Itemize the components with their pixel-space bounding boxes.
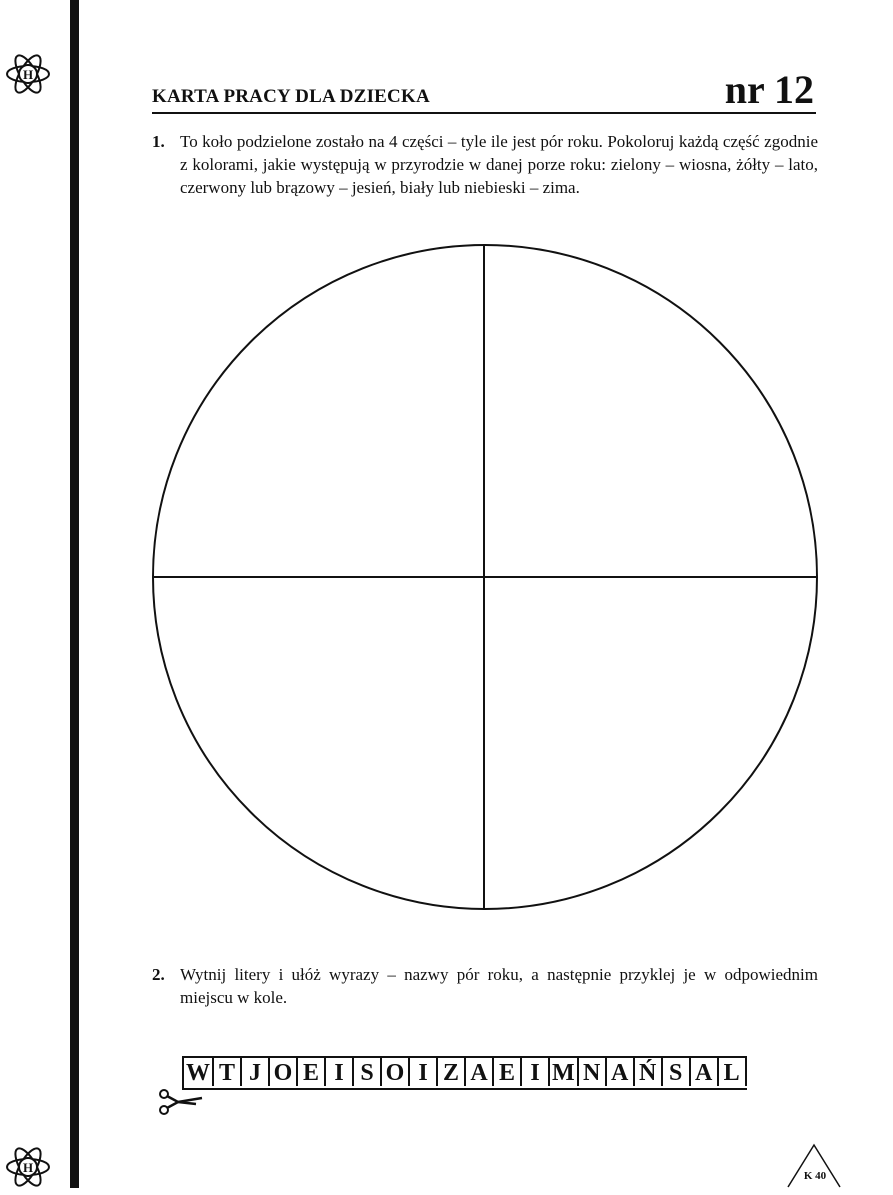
letter-cell[interactable]: W	[184, 1058, 214, 1086]
circle-quarters-icon[interactable]	[150, 240, 822, 914]
atom-h-icon	[4, 50, 52, 98]
binding-bar	[70, 0, 79, 1188]
letter-cell[interactable]: O	[270, 1058, 298, 1086]
letter-cell[interactable]: I	[410, 1058, 438, 1086]
worksheet-header	[152, 64, 816, 114]
task-2	[152, 963, 818, 1009]
letter-cell[interactable]: N	[579, 1058, 607, 1086]
worksheet-number: nr 12	[724, 67, 814, 112]
letter-cell[interactable]: T	[214, 1058, 242, 1086]
letter-cell[interactable]: Z	[438, 1058, 466, 1086]
letter-cell[interactable]: A	[466, 1058, 494, 1086]
letter-cell[interactable]: O	[382, 1058, 410, 1086]
task-1-text: To koło podzielone zostało na 4 części – tyle ile jest pór roku. Pokoloruj każdą część zgodnie z kolorami, jakie występują w przyrodzie w danej porze roku: zielony – wiosna, żółty – lato, czerwony lub brązowy – jesień, biały lub niebieski – zima.	[180, 132, 818, 197]
letter-cutout-strip[interactable]	[182, 1056, 747, 1090]
page-code-badge	[786, 1142, 842, 1188]
letter-cell[interactable]: L	[719, 1058, 747, 1086]
logo-letter: H	[22, 1160, 34, 1175]
letter-cell[interactable]: I	[522, 1058, 550, 1086]
logo-letter: H	[22, 67, 34, 82]
letter-cell[interactable]: J	[242, 1058, 270, 1086]
letter-cell[interactable]: A	[607, 1058, 635, 1086]
task-1	[152, 130, 818, 199]
task-2-text: Wytnij litery i ułóż wyrazy – nazwy pór roku, a następnie przyklej je w odpowiednim miejscu w kole.	[180, 965, 818, 1007]
letter-cell[interactable]: E	[494, 1058, 522, 1086]
letter-cell[interactable]: A	[691, 1058, 719, 1086]
letter-cell[interactable]: S	[354, 1058, 382, 1086]
letter-cell[interactable]: E	[298, 1058, 326, 1086]
letter-cell[interactable]: M	[550, 1058, 579, 1086]
scissors-icon	[156, 1086, 206, 1118]
worksheet-title: KARTA PRACY DLA DZIECKA	[152, 86, 430, 107]
task-1-number: 1.	[152, 132, 165, 151]
letter-cell[interactable]: Ń	[635, 1058, 663, 1086]
letter-cell[interactable]: I	[326, 1058, 354, 1086]
letter-cell[interactable]: S	[663, 1058, 691, 1086]
atom-h-icon	[4, 1143, 52, 1191]
task-2-number: 2.	[152, 965, 165, 984]
page-code: K 40	[803, 1170, 827, 1182]
